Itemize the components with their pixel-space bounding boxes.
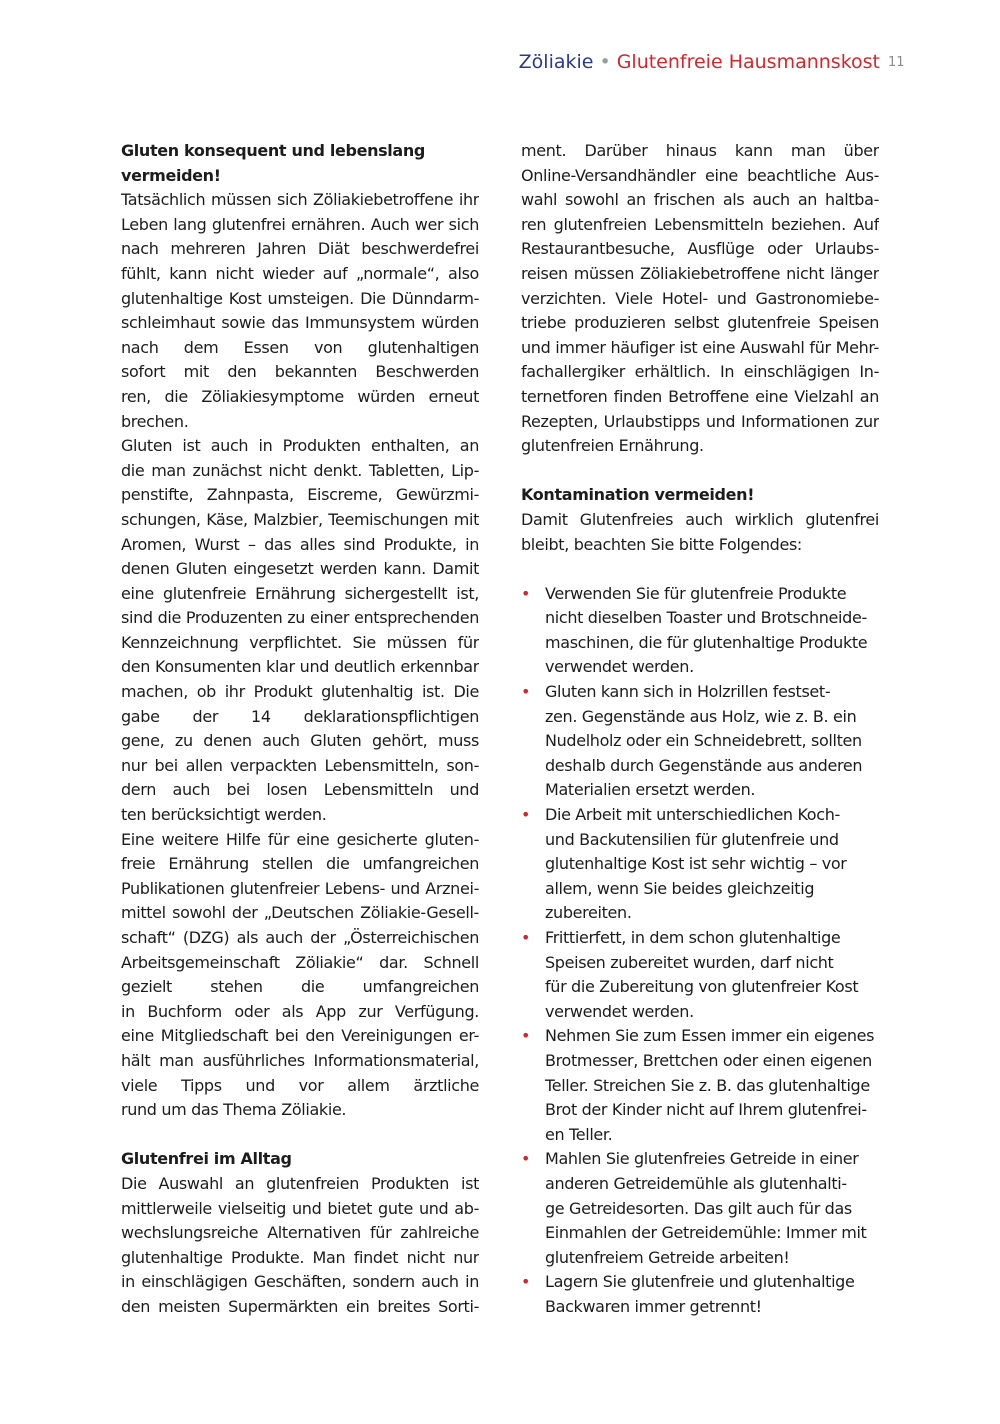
bullet-text-line: Brot der Kinder nicht auf Ihrem glutenfrei- [545, 1100, 867, 1120]
bullet-text-line: zen. Gegenstände aus Holz, wie z. B. ein [545, 706, 857, 726]
body-text-line: brechen. [121, 411, 189, 431]
bullet-text-line: Gluten kann sich in Holzrillen festset- [545, 682, 831, 702]
bullet-text-line: Backwaren immer getrennt! [545, 1296, 762, 1316]
body-text-line: sofort mit den bekannten Beschwerden [121, 362, 479, 382]
body-text-line: wahl sowohl an frischen als auch an haltba- [521, 190, 879, 210]
body-text-line: freie Ernährung stellen die umfangreichen [121, 854, 479, 874]
body-text-line: reisen müssen Zöliakiebetroffene nicht länger [521, 263, 879, 283]
bullet-text-line: Materialien ersetzt werden. [545, 780, 756, 800]
bullet-text-line: und Backutensilien für glutenfreie und [545, 829, 839, 849]
body-text-line: in Buchform oder als App zur Verfügung. [121, 1001, 479, 1021]
body-text-line: und immer häufiger ist eine Auswahl für Mehr- [521, 337, 879, 357]
bullet-dot-icon: • [521, 682, 531, 702]
body-text-line: rund um das Thema Zöliakie. [121, 1100, 347, 1120]
body-text-line: ment. Darüber hinaus kann man über [521, 141, 879, 160]
right-column-paragraphs [521, 139, 879, 582]
bullet-text-line: Nehmen Sie zum Essen immer ein eigenes [545, 1026, 875, 1046]
bullet-text-line: deshalb durch Gegenstände aus anderen [545, 755, 863, 775]
bullet-dot-icon: • [521, 1149, 531, 1169]
bullet-text-line: glutenfreiem Getreide arbeiten! [545, 1247, 790, 1267]
body-text-line: gene, zu denen auch Gluten gehört, muss [121, 731, 479, 751]
body-text-line: bleibt, beachten Sie bitte Folgendes: [521, 534, 802, 554]
body-text-line: Tatsächlich müssen sich Zöliakiebetroffene ihr [121, 190, 479, 210]
body-text-line: ren glutenfreien Lebensmitteln beziehen. Auf [521, 214, 879, 234]
paragraph-gap [121, 1123, 479, 1148]
body-text-line: eine glutenfreie Ernährung sichergestellt ist, [121, 583, 479, 603]
body-text-line: Die Auswahl an glutenfreien Produkten ist [121, 1173, 479, 1193]
body-text-line: Arbeitsgemeinschaft Zöliakie“ dar. Schnell [121, 952, 479, 972]
body-text-line: nur bei allen verpackten Lebensmitteln, son- [121, 755, 479, 775]
bullet-text-line: zubereiten. [545, 903, 632, 923]
bullet-text-line: verwendet werden. [545, 657, 694, 677]
page-number: 11 [888, 55, 905, 70]
section-heading-line: Glutenfrei im Alltag [121, 1149, 292, 1169]
body-text-line: den meisten Supermärkten ein breites Sorti- [121, 1296, 479, 1316]
body-text-line: Leben lang glutenfrei ernähren. Auch wer sich [121, 214, 479, 234]
bullet-text-line: allem, wenn Sie beides gleichzeitig [545, 878, 815, 898]
bullet-text-line: maschinen, die für glutenhaltige Produkte [545, 632, 868, 652]
body-text-line: glutenfreien Ernährung. [521, 436, 704, 456]
body-text-line: mittlerweile vielseitig und bietet gute und ab- [121, 1198, 479, 1218]
bullet-dot-icon: • [521, 928, 531, 947]
body-text-line: verzichten. Viele Hotel- und Gastronomiebe- [521, 288, 879, 308]
body-text-line: die man zunächst nicht denkt. Tabletten, Lip- [121, 460, 479, 480]
bullet-text-line: Teller. Streichen Sie z. B. das glutenhaltige [545, 1075, 870, 1095]
body-text-line: fachallergiker erhältlich. In einschlägigen In- [521, 362, 879, 382]
bullet-text-line: glutenhaltige Kost ist sehr wichtig – vor [545, 854, 847, 874]
body-text-line: schungen, Käse, Malzbier, Teemischungen mit [121, 509, 479, 529]
right-text-column [521, 139, 879, 1320]
body-text-line: fühlt, kann nicht wieder auf „normale“, also [121, 263, 479, 283]
bullet-text-line: anderen Getreidemühle als glutenhalti- [545, 1173, 847, 1193]
body-text-line: nach mehreren Jahren Diät beschwerdefrei [121, 239, 479, 259]
section-heading-line: Gluten konsequent und lebenslang [121, 141, 426, 160]
bullet-text-line: ge Getreidesorten. Das gilt auch für das [545, 1198, 852, 1218]
bullet-item [521, 582, 879, 680]
body-text-line: Restaurantbesuche, Ausflüge oder Urlaubs- [521, 239, 879, 259]
body-text-line: viele Tipps und vor allem ärztliche [121, 1075, 479, 1095]
header-separator: • [599, 51, 611, 73]
paragraph-gap [521, 459, 879, 484]
bullet-text-line: Speisen zubereitet wurden, darf nicht [545, 952, 834, 972]
body-text-line: Publikationen glutenfreier Lebens- und Arznei- [121, 878, 479, 898]
body-text-line: Eine weitere Hilfe für eine gesicherte gluten- [121, 829, 479, 849]
paragraph-gap [521, 557, 879, 582]
body-text-line: machen, ob ihr Produkt glutenhaltig ist. Die [121, 682, 479, 702]
header-book-series: Zöliakie [518, 51, 594, 73]
section-heading-line: Kontamination vermeiden! [521, 485, 755, 505]
body-text-line: sind die Produzenten zu einer entsprechenden [121, 608, 479, 628]
body-text-line: Kennzeichnung verpflichtet. Sie müssen für [121, 632, 479, 652]
bullet-item [521, 803, 879, 926]
body-text-line: ren, die Zöliakiesymptome würden erneut [121, 386, 479, 406]
bullet-dot-icon: • [521, 805, 531, 825]
body-text-line: ten berücksichtigt werden. [121, 805, 327, 825]
body-text-line: ternetforen finden Betroffene eine Vielzahl an [521, 386, 879, 406]
body-text-line: eine Mitgliedschaft bei den Vereinigungen er- [121, 1026, 479, 1046]
body-text-line: in einschlägigen Geschäften, sondern auch in [121, 1272, 479, 1292]
body-text-line: Aromen, Wurst – das alles sind Produkte, in [121, 534, 479, 554]
body-text-line: penstifte, Zahnpasta, Eiscreme, Gewürzmi- [121, 485, 479, 505]
bullet-text-line: Mahlen Sie glutenfreies Getreide in einer [545, 1149, 859, 1169]
bullet-item [521, 926, 879, 1024]
bullet-item [521, 1270, 879, 1319]
bullet-item [521, 1024, 879, 1147]
bullet-text-line: verwendet werden. [545, 1001, 694, 1021]
bullet-dot-icon: • [521, 583, 531, 603]
bullet-text-line: Nudelholz oder ein Schneidebrett, sollten [545, 731, 862, 751]
bullet-dot-icon: • [521, 1272, 531, 1292]
bullet-text-line: Brotmesser, Brettchen oder einen eigenen [545, 1050, 872, 1070]
body-text-line: nach dem Essen von glutenhaltigen [121, 337, 479, 357]
body-text-line: Rezepten, Urlaubstipps und Informationen zur [521, 411, 879, 431]
body-text-line: gabe der 14 deklarationspflichtigen [121, 706, 479, 726]
bullet-text-line: nicht dieselben Toaster und Brotschneide- [545, 608, 867, 628]
header-book-title: Glutenfreie Hausmannskost [616, 51, 880, 73]
bullet-text-line: Verwenden Sie für glutenfreie Produkte [545, 583, 847, 603]
running-header [0, 50, 1000, 74]
body-text-line: mittel sowohl der „Deutschen Zöliakie-Gesell- [121, 903, 479, 923]
body-text-line: glutenhaltige Kost umsteigen. Die Dünndarm- [121, 288, 479, 308]
bullet-text-line: Einmahlen der Getreidemühle: Immer mit [545, 1223, 867, 1243]
body-text-line: schaft“ (DZG) als auch der „Österreichischen [121, 928, 479, 947]
section-heading-line: vermeiden! [121, 165, 221, 185]
body-text-line: den Konsumenten klar und deutlich erkennbar [121, 657, 479, 677]
left-text-column [121, 139, 479, 1320]
bullet-text-line: Lagern Sie glutenfreie und glutenhaltige [545, 1272, 855, 1292]
body-text-line: denen Gluten eingesetzt werden kann. Damit [121, 559, 479, 579]
body-text-line: triebe produzieren selbst glutenfreie Speisen [521, 313, 879, 333]
body-text-line: dern auch bei losen Lebensmitteln und [121, 780, 479, 800]
bullet-dot-icon: • [521, 1026, 531, 1046]
bullet-list [521, 582, 879, 1320]
bullet-text-line: für die Zubereitung von glutenfreier Kost [545, 977, 859, 997]
body-text-line: Damit Glutenfreies auch wirklich glutenfrei [521, 509, 879, 529]
bullet-text-line: Frittierfett, in dem schon glutenhaltige [545, 928, 841, 947]
bullet-item [521, 1147, 879, 1270]
bullet-text-line: en Teller. [545, 1124, 613, 1144]
body-text-line: Gluten ist auch in Produkten enthalten, an [121, 436, 479, 456]
bullet-text-line: Die Arbeit mit unterschiedlichen Koch- [545, 805, 840, 825]
body-text-line: wechslungsreiche Alternativen für zahlreiche [121, 1223, 479, 1243]
body-text-line: schleimhaut sowie das Immunsystem würden [121, 313, 479, 333]
bullet-item [521, 680, 879, 803]
body-text-line: hält man ausführliches Informationsmaterial, [121, 1050, 479, 1070]
body-text-line: glutenhaltige Produkte. Man findet nicht nur [121, 1247, 479, 1267]
body-text-line: gezielt stehen die umfangreichen [121, 977, 479, 997]
body-text-line: Online-Versandhändler eine beachtliche Aus- [521, 165, 879, 185]
